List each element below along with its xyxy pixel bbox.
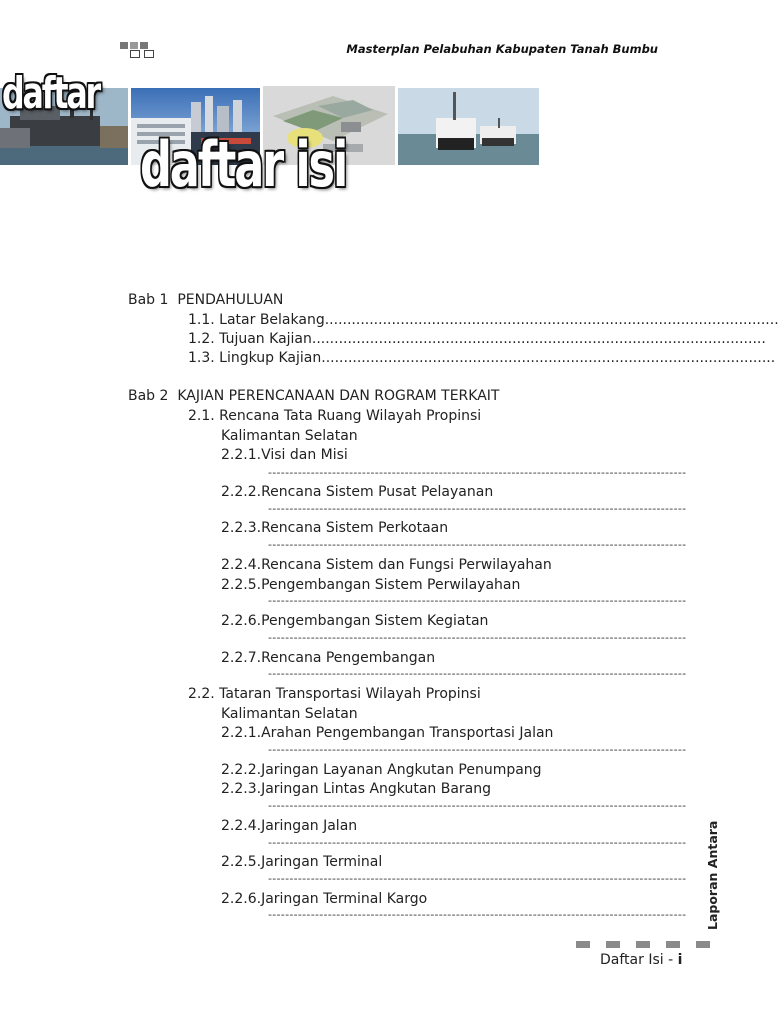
toc-entry[interactable] [188, 310, 779, 330]
banner-word-small: daftar [2, 68, 100, 119]
entry-title: Jaringan Jalan [261, 818, 358, 834]
entry-title: Jaringan Layanan Angkutan Penumpang [261, 762, 542, 778]
toc-entry[interactable] [221, 779, 491, 799]
entry-title: 1.3. Lingkup Kajian [188, 350, 322, 366]
toc-entry[interactable] [221, 852, 382, 872]
toc-entry[interactable] [221, 889, 427, 909]
toc-chapter-1[interactable] [128, 290, 283, 310]
toc-entry[interactable] [188, 348, 776, 368]
leader-dashes: -------------------------------------------------------------------------------------------------- [268, 799, 687, 812]
ferry-boats-photo [398, 88, 539, 165]
report-type-text: Laporan Antara [705, 820, 720, 930]
chapter-title: PENDAHULUAN [177, 292, 284, 308]
toc-entry[interactable] [221, 723, 553, 743]
toc-entry[interactable] [221, 518, 448, 538]
toc-entry[interactable] [221, 648, 435, 668]
entry-number: 2.2.3. [221, 781, 262, 797]
entry-number: 2.2.4. [221, 557, 262, 573]
entry-title: Visi dan Misi [261, 447, 348, 463]
document-title: Masterplan Pelabuhan Kabupaten Tanah Bumbu [346, 42, 658, 56]
entry-number: 2.2.2. [221, 484, 262, 500]
toc-entry-continuation: Kalimantan Selatan [221, 706, 358, 722]
toc-entry[interactable] [221, 816, 357, 836]
leader-dashes: -------------------------------------------------------------------------------------------------- [268, 594, 687, 607]
banner [0, 70, 560, 200]
leader-dashes: -------------------------------------------------------------------------------------------------- [268, 502, 687, 515]
entry-number: 2.2.6. [221, 891, 262, 907]
leader-dashes: -------------------------------------------------------------------------------------------------- [268, 908, 687, 921]
leader-dashes: -------------------------------------------------------------------------------------------------- [268, 872, 687, 885]
leader-dashes: -------------------------------------------------------------------------------------------------- [268, 743, 687, 756]
header-logo-icon [120, 42, 160, 60]
entry-title: Arahan Pengembangan Transportasi Jalan [261, 725, 554, 741]
toc-entry-continuation: Kalimantan Selatan [221, 428, 358, 444]
chapter-label: Bab 1 [128, 292, 169, 308]
toc-entry[interactable]: 2.2. Tataran Transportasi Wilayah Propinsi [188, 686, 481, 702]
toc-entry[interactable] [221, 482, 493, 502]
leader-dashes: -------------------------------------------------------------------------------------------------- [268, 836, 687, 849]
entry-number: 2.2.1. [221, 447, 262, 463]
leader-dots: ...................................................................................................... [324, 312, 779, 328]
entry-title: Rencana Sistem Perkotaan [261, 520, 449, 536]
entry-number: 2.2.5. [221, 577, 262, 593]
entry-number: 2.2.6. [221, 613, 262, 629]
leader-dots: ...................................................................................................... [311, 331, 766, 347]
leader-dots: ...................................................................................................... [321, 350, 776, 366]
page-footer [600, 952, 682, 968]
report-type-label [700, 820, 726, 930]
footer-decoration [576, 941, 716, 949]
entry-title: Pengembangan Sistem Perwilayahan [261, 577, 521, 593]
leader-dashes: -------------------------------------------------------------------------------------------------- [268, 667, 687, 680]
leader-dashes: -------------------------------------------------------------------------------------------------- [268, 631, 687, 644]
entry-title: Rencana Sistem dan Fungsi Perwilayahan [261, 557, 552, 573]
page-number: i [677, 952, 683, 968]
banner-word-large: daftar isi [140, 128, 347, 201]
chapter-label: Bab 2 [128, 388, 169, 404]
entry-title: Rencana Pengembangan [261, 650, 436, 666]
entry-title: Jaringan Terminal Kargo [261, 891, 428, 907]
chapter-title: KAJIAN PERENCANAAN DAN ROGRAM TERKAIT [177, 388, 500, 404]
entry-number: 2.2.3. [221, 520, 262, 536]
toc-entry[interactable] [221, 760, 542, 780]
entry-number: 2.2.4. [221, 818, 262, 834]
entry-number: 2.2.7. [221, 650, 262, 666]
entry-title: Pengembangan Sistem Kegiatan [261, 613, 489, 629]
entry-title: Jaringan Lintas Angkutan Barang [261, 781, 492, 797]
entry-number: 2.2.2. [221, 762, 262, 778]
entry-title: 1.2. Tujuan Kajian [188, 331, 312, 347]
toc-entry[interactable] [221, 575, 520, 595]
footer-section-name: Daftar Isi - [600, 952, 678, 968]
entry-title: Jaringan Terminal [261, 854, 383, 870]
entry-title: Rencana Sistem Pusat Pelayanan [261, 484, 494, 500]
leader-dashes: -------------------------------------------------------------------------------------------------- [268, 538, 687, 551]
entry-number: 2.2.1. [221, 725, 262, 741]
toc-entry[interactable] [221, 611, 488, 631]
toc-chapter-2[interactable] [128, 386, 499, 406]
toc-entry[interactable] [221, 445, 348, 465]
toc-entry[interactable] [221, 555, 552, 575]
toc-entry[interactable] [188, 329, 766, 349]
toc-entry[interactable]: 2.1. Rencana Tata Ruang Wilayah Propinsi [188, 408, 482, 424]
leader-dashes: -------------------------------------------------------------------------------------------------- [268, 466, 687, 479]
entry-number: 2.2.5. [221, 854, 262, 870]
entry-title: 1.1. Latar Belakang [188, 312, 325, 328]
